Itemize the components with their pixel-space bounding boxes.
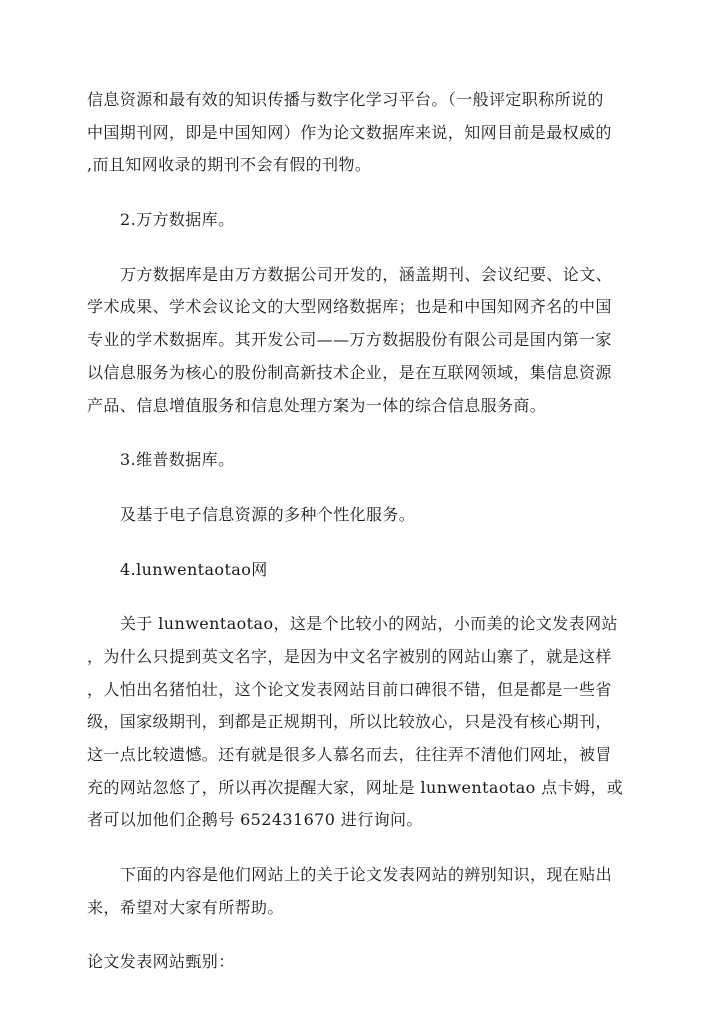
paragraph-gap	[87, 590, 647, 612]
text-line: 来，希望对大家有所帮助。	[87, 897, 284, 917]
paragraph-gap	[87, 536, 647, 558]
section-heading	[87, 448, 647, 481]
text-line: ,而且知网收录的期刊不会有假的刊物。	[87, 155, 372, 175]
text-line: 学术成果、学术会议论文的大型网络数据库；也是和中国知网齐名的中国	[87, 297, 612, 317]
paragraph-gap	[87, 841, 647, 863]
text-line: 级，国家级期刊，到都是正规期刊，所以比较放心，只是没有核心期刊，	[87, 712, 612, 732]
text-line: ，人怕出名猪怕壮，这个论文发表网站目前口碑很不错，但是都是一些省	[87, 679, 612, 699]
section-heading	[87, 558, 647, 591]
text-line: 及基于电子信息资源的多种个性化服务。	[120, 504, 416, 524]
text-line: 论文发表网站甄别：	[87, 952, 235, 972]
paragraph-gap	[87, 426, 647, 448]
paragraph-gap	[87, 481, 647, 503]
text-line: 万方数据库是由万方数据公司开发的，涵盖期刊、会议纪要、论文、	[120, 264, 613, 284]
paragraph	[87, 88, 647, 186]
text-line: 这一点比较遗憾。还有就是很多人慕名而去，往往弄不清他们网址，被冒	[87, 745, 612, 764]
paragraph	[87, 950, 647, 983]
text-line: 3.维普数据库。	[120, 450, 235, 470]
text-line: 关于 lunwentaotao，这是个比较小的网站，小而美的论文发表网站	[120, 614, 618, 634]
text-line: 2.万方数据库。	[120, 210, 235, 230]
text-line: 者可以加他们企鹅号 652431670 进行询问。	[87, 810, 423, 830]
text-line: 以信息服务为核心的股份制高新技术企业，是在互联网领域，集信息资源	[87, 362, 612, 382]
text-line: 充的网站忽悠了，所以再次提醒大家，网址是 lunwentaotao 点卡姆，或	[87, 777, 624, 797]
text-line: 4.lunwentaotao网	[120, 559, 268, 579]
paragraph-gap	[87, 928, 647, 950]
text-line: 信息资源和最有效的知识传播与数字化学习平台。（一般评定职称所说的	[87, 90, 604, 109]
document-page	[87, 88, 647, 983]
text-line: ，为什么只提到英文名字，是因为中文名字被别的网站山寨了，就是这样	[87, 646, 612, 666]
paragraph	[87, 863, 647, 928]
paragraph	[87, 612, 647, 841]
section-heading	[87, 208, 647, 241]
paragraph	[87, 503, 647, 536]
paragraph	[87, 263, 647, 426]
text-line: 下面的内容是他们网站上的关于论文发表网站的辨别知识，现在贴出	[120, 865, 613, 885]
text-line: 专业的学术数据库。其开发公司——万方数据股份有限公司是国内第一家	[87, 330, 612, 350]
paragraph-gap	[87, 241, 647, 263]
text-line: 产品、信息增值服务和信息处理方案为一体的综合信息服务商。	[87, 395, 547, 415]
text-line: 中国期刊网，即是中国知网）作为论文数据库来说，知网目前是最权威的	[87, 122, 612, 142]
paragraph-gap	[87, 186, 647, 208]
